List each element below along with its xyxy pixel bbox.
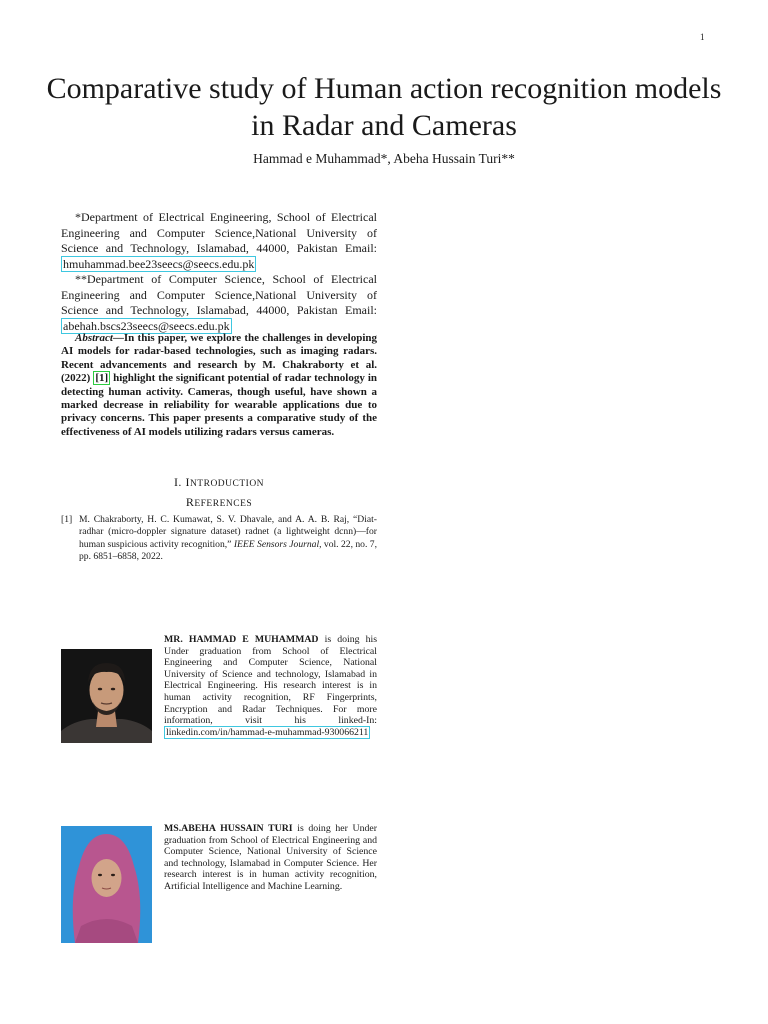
section-title-rest: NTRODUCTION <box>189 479 265 489</box>
page-number: 1 <box>700 32 705 42</box>
linkedin-link[interactable]: linkedin.com/in/hammad-e-muhammad-930066211 <box>166 726 369 738</box>
paper-title: Comparative study of Human action recognition models in Radar and Cameras <box>46 72 722 142</box>
reference-journal: IEEE Sensors Journal <box>233 538 320 550</box>
author-photo-hammad <box>61 649 152 743</box>
citation-link[interactable]: [1] <box>95 372 109 385</box>
reference-details: , vol. 22, no. 7, pp. 6851–6858, 2022. <box>79 538 377 563</box>
bio-text: is doing his Under graduation from School of Electrical Engineering and Computer Science, National University of Science and technology, Islamabad in Electrical Engineering. His research interest is in human activity recognition, RF Fingerprints, Encryption and Radar Techniques. For more information, visit his linked-In: <box>164 634 378 727</box>
author-bio-hammad <box>164 634 377 738</box>
reference-item <box>61 514 377 564</box>
portrait-man-image <box>61 649 152 743</box>
references-title-rest: EFERENCES <box>194 499 253 509</box>
bio-text: is doing her Under graduation from School of Electrical Engineering and Computer Science, National University of Science and technology, Islamabad in Computer Science. Her research interest is in human activity recognition, Artificial Intelligence and Machine Learning. <box>164 823 377 892</box>
author-bio-abeha <box>164 823 377 893</box>
bio-name: MR. HAMMAD E MUHAMMAD <box>164 634 319 645</box>
section-heading-introduction <box>61 475 377 490</box>
section-heading-references <box>61 495 377 510</box>
affiliation-1 <box>61 210 377 272</box>
author-photo-abeha <box>61 826 152 943</box>
email-link-2[interactable]: abehah.bscs23seecs@seecs.edu.pk <box>63 318 230 333</box>
abstract-dash: — <box>112 332 124 344</box>
reference-text: M. Chakraborty, H. C. Kumawat, S. V. Dhavale, and A. A. B. Raj, “Diat- radhar (micro-doppler signature dataset) radnet (a lightweight dcnn)—for human suspicious activity recognition,” <box>79 514 377 550</box>
portrait-woman-image <box>61 826 152 943</box>
affiliation-1-text: *Department of Electrical Engineering, School of Electrical Engineering and Computer Science,National University of Science and Technology, Islamabad, 44000, Pakistan Email: <box>61 210 377 256</box>
affiliation-2-text: **Department of Computer Science, School of Electrical Engineering and Computer Science,National University of Science and Technology, Islamabad, 44000, Pakistan Email: <box>61 272 377 318</box>
reference-number: [1] <box>61 514 73 525</box>
reference-body <box>79 514 377 564</box>
section-number: I. <box>173 475 182 489</box>
abstract <box>61 332 377 439</box>
email-link-1[interactable]: hmuhammad.bee23seecs@seecs.edu.pk <box>63 256 255 271</box>
abstract-label: Abstract <box>75 332 113 344</box>
bio-name: MS.ABEHA HUSSAIN TURI <box>164 823 293 834</box>
abstract-text-2: highlight the significant potential of radar technology in detecting human activity. Cameras, though useful, have shown a marked decrease in reliability for wearable applications due to privacy concerns. This paper presents a comparative study of the effectiveness of AI models utilizing radars versus cameras. <box>61 372 378 438</box>
references-title-first: R <box>185 495 195 509</box>
author-list: Hammad e Muhammad*, Abeha Hussain Turi** <box>253 151 515 166</box>
section-title-first: I <box>185 475 190 489</box>
affiliation-2 <box>61 272 377 334</box>
abstract-text-1: In this paper, we explore the challenges in developing AI models for radar-based technologies, such as imaging radars. Recent advancements and research by M. Chakraborty et al. (2022) <box>61 332 377 385</box>
